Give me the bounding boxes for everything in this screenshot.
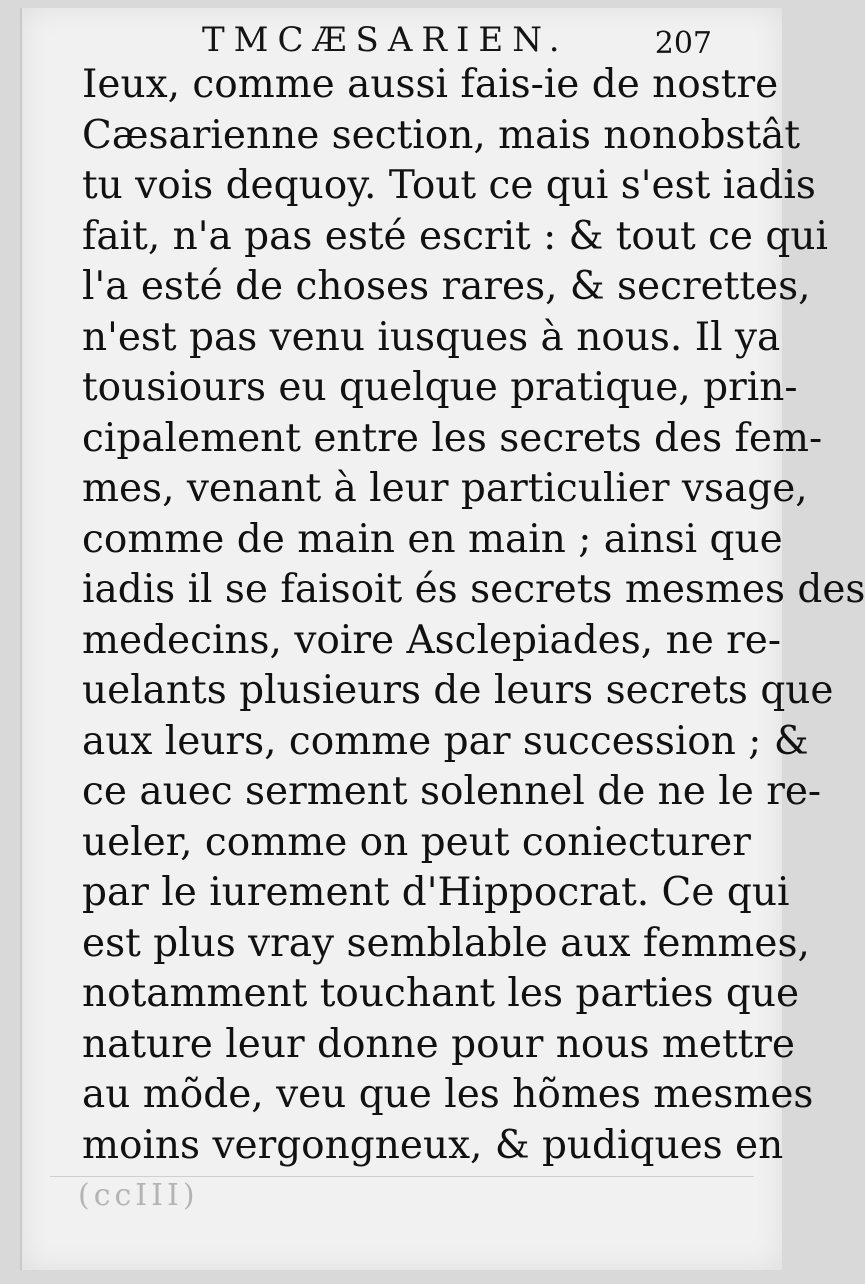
text-line: notamment touchant les parties que	[82, 971, 800, 1016]
text-line: est plus vray semblable aux femmes,	[82, 920, 810, 966]
page-header	[172, 20, 712, 60]
text-line: cipalement entre les secrets des fem-	[82, 415, 823, 461]
book-page	[20, 8, 865, 1270]
page-number: 207	[654, 26, 712, 61]
text-line: moins vergongneux, & pudiques en	[82, 1122, 784, 1168]
text-line: par le iurement d'Hippocrat. Ce qui	[82, 870, 790, 915]
text-line: Ieux, comme aussi fais-ie de nostre	[82, 62, 779, 107]
text-line: tousiours eu quelque pratique, prin-	[82, 365, 798, 410]
text-line: tu vois dequoy. Tout ce qui s'est iadis	[82, 163, 816, 208]
text-line: aux leurs, comme par succession ; &	[82, 718, 809, 764]
text-line: mes, venant à leur particulier vsage,	[82, 466, 808, 511]
text-line: nature leur donne pour nous mettre	[82, 1021, 796, 1067]
text-line: iadis il se faisoit és secrets mesmes des	[82, 567, 865, 612]
text-line: comme de main en main ; ainsi que	[82, 516, 783, 562]
text-line: au mõde, veu que les hõmes mesmes	[82, 1072, 814, 1117]
running-title: TMCÆSARIEN.	[202, 20, 569, 60]
text-line: fait, n'a pas esté escrit : & tout ce qui	[82, 213, 828, 259]
body-text	[82, 60, 865, 1171]
show-through-text: (ccIII)	[78, 1178, 199, 1213]
text-line: Cæsarienne section, mais nonobstât	[82, 112, 801, 158]
text-line: ce auec serment solennel de ne le re-	[82, 769, 822, 814]
text-line: n'est pas venu iusques à nous. Il ya	[82, 314, 781, 360]
text-line: l'a esté de choses rares, & secrettes,	[82, 264, 811, 309]
text-line: uelants plusieurs de leurs secrets que	[82, 668, 834, 713]
text-line: ueler, comme on peut coniecturer	[82, 819, 751, 865]
text-line: medecins, voire Asclepiades, ne re-	[82, 617, 782, 663]
bottom-margin-divider	[50, 1176, 754, 1177]
